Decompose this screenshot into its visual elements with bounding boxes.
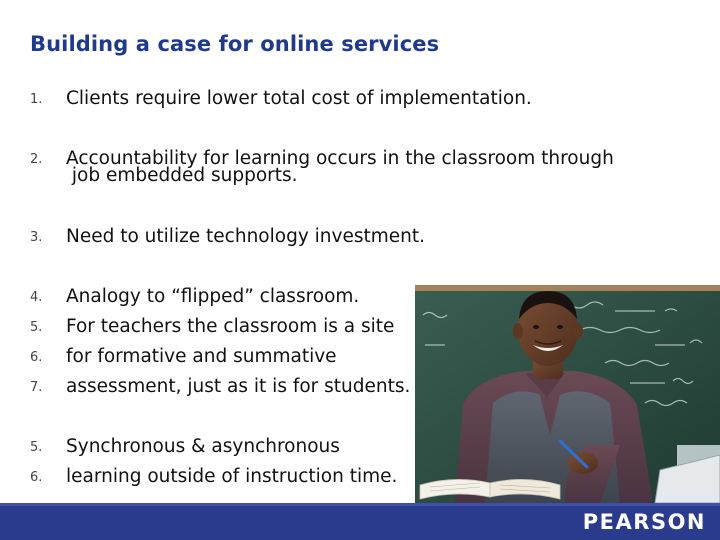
list-text: Synchronous & asynchronous (66, 436, 340, 457)
teacher-photo-illustration (415, 285, 720, 503)
footer-bar (0, 503, 720, 540)
slide-title: Building a case for online services (30, 32, 440, 56)
list-text: assessment, just as it is for students. (66, 376, 411, 397)
list-number: 1. (30, 92, 43, 107)
list-number: 6. (30, 350, 43, 365)
list-text: for formative and summative (66, 346, 337, 367)
list-number: 5. (30, 440, 43, 455)
list-text: learning outside of instruction time. (66, 466, 398, 487)
pearson-logo: PEARSON (582, 510, 706, 534)
list-number: 4. (30, 290, 43, 305)
teacher-photo (415, 285, 720, 503)
list-number: 6. (30, 470, 43, 485)
list-number: 7. (30, 380, 43, 395)
list-text: For teachers the classroom is a site (66, 316, 395, 337)
list-text: Need to utilize technology investment. (66, 226, 426, 247)
list-text: Accountability for learning occurs in the classroom through job embedded supports. (66, 148, 614, 186)
list-text: Analogy to “flipped” classroom. (66, 286, 360, 307)
list-number: 3. (30, 230, 43, 245)
list-number: 2. (30, 152, 43, 167)
list-text: Clients require lower total cost of implementation. (66, 88, 532, 109)
list-number: 5. (30, 320, 43, 335)
